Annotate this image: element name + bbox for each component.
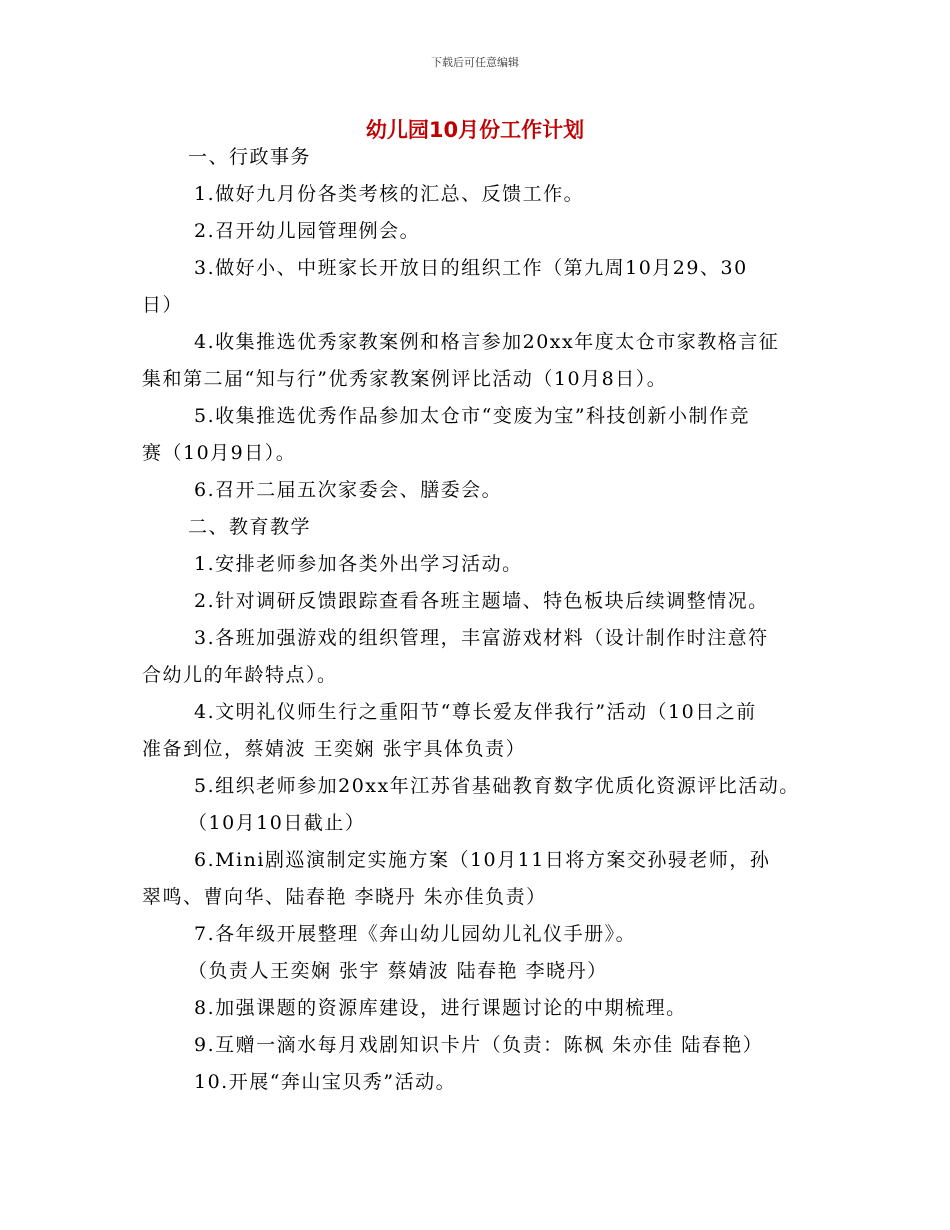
list-item-continuation: 准备到位，蔡婧波 王奕娴 张宇具体负责） [142, 738, 527, 760]
list-item-continuation: 翠鸣、曹向华、陆春艳 李晓丹 朱亦佳负责） [142, 886, 547, 908]
section-heading: 一、行政事务 [188, 146, 312, 168]
document-title: 幼儿园10月份工作计划 [365, 118, 585, 142]
list-item: 6.召开二届五次家委会、膳委会。 [194, 479, 503, 501]
list-item: 5.组织老师参加20xx年江苏省基础教育数字优质化资源评比活动。 [194, 775, 800, 797]
list-item: 5.收集推选优秀作品参加太仓市“变废为宝”科技创新小制作竞 [194, 405, 751, 427]
list-item-note: （负责人王奕娴 张宇 蔡婧波 陆春艳 李晓丹） [188, 960, 608, 982]
list-item: 1.做好九月份各类考核的汇总、反馈工作。 [194, 183, 585, 205]
list-item-continuation: 集和第二届“知与行”优秀家教案例评比活动（10月8日）。 [142, 368, 668, 390]
list-item: 4.收集推选优秀家教案例和格言参加20xx年度太仓市家教格言征 [194, 331, 780, 353]
list-item-continuation: 日） [142, 294, 184, 316]
list-item-note: （10月10日截止） [188, 812, 366, 834]
list-item: 2.召开幼儿园管理例会。 [194, 220, 421, 242]
list-item: 4.文明礼仪师生行之重阳节“尊长爱友伴我行”活动（10日之前 [194, 701, 757, 723]
list-item: 3.各班加强游戏的组织管理，丰富游戏材料（设计制作时注意符 [194, 627, 769, 649]
list-item: 10.开展“奔山宝贝秀”活动。 [194, 1071, 457, 1093]
list-item-continuation: 合幼儿的年龄特点）。 [142, 664, 338, 686]
list-item: 8.加强课题的资源库建设，进行课题讨论的中期梳理。 [194, 997, 687, 1019]
list-item: 6.Mini剧巡演制定实施方案（10月11日将方案交孙骎老师，孙 [194, 849, 771, 871]
list-item: 1.安排老师参加各类外出学习活动。 [194, 553, 523, 575]
header-note: 下载后可任意编辑 [431, 56, 519, 69]
list-item: 9.互赠一滴水每月戏剧知识卡片（负责：陈枫 朱亦佳 陆春艳） [194, 1034, 764, 1056]
document-body [142, 139, 822, 1101]
list-item-continuation: 赛（10月9日）。 [142, 442, 297, 464]
list-item: 2.针对调研反馈跟踪查看各班主题墙、特色板块后续调整情况。 [194, 590, 769, 612]
list-item: 7.各年级开展整理《奔山幼儿园幼儿礼仪手册》。 [194, 923, 637, 945]
section-heading: 二、教育教学 [188, 516, 312, 538]
list-item: 3.做好小、中班家长开放日的组织工作（第九周10月29、30 [194, 257, 748, 279]
